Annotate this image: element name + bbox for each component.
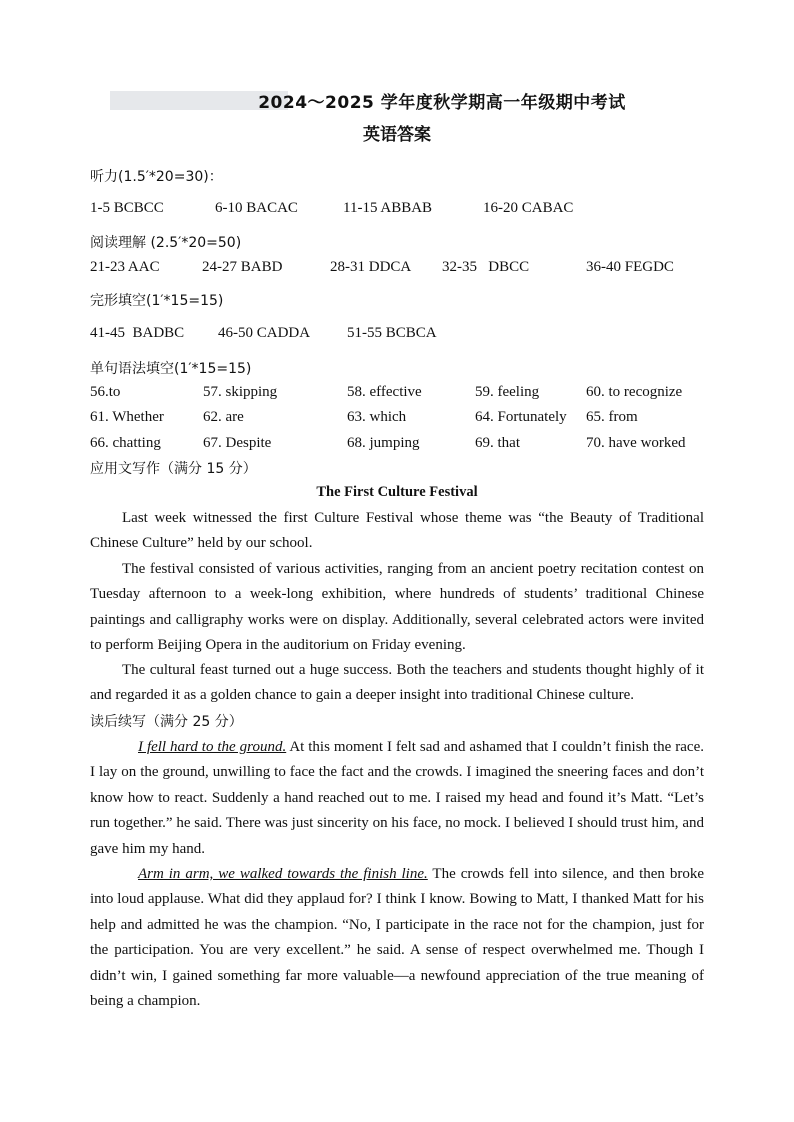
page-subtitle: 英语答案 xyxy=(363,125,431,145)
grammar-answer: 59. feeling xyxy=(475,384,540,400)
grammar-answer: 58. effective xyxy=(347,384,422,400)
reading-answers-28-31: 28-31 DDCA xyxy=(330,259,412,275)
grammar-answer: 60. to recognize xyxy=(586,384,683,400)
grammar-answer: 67. Despite xyxy=(203,435,272,451)
grammar-answer: 64. Fortunately xyxy=(475,409,567,425)
listening-answers-11-15: 11-15 ABBAB xyxy=(343,200,433,216)
continuation-paragraph: Arm in arm, we walked towards the finish line. The crowds fell into silence, and then broke into loud applause. What did they applaud for? I think I know. Bowing to Matt, I thanked Matt for his help and admitted he was the champion. “No, I participate in the race not for the champion, just for the participation. You are very excellent.” he said. A sense of respect overwhelmed me. Though I didn’t win, I gained something far more valuable—a newfound appreciation of the true meaning of being a champion. xyxy=(90,866,704,1010)
grammar-answer: 61. Whether xyxy=(90,409,164,425)
grammar-section-label: 单句语法填空(1′*15=15) xyxy=(90,361,252,377)
grammar-answer: 66. chatting xyxy=(90,435,161,451)
cloze-answers-41-45: 41-45 BADBC xyxy=(90,325,185,341)
essay-paragraph: The festival consisted of various activities, ranging from an ancient poetry recitation contest on Tuesday afternoon to a week-long exhibition, where hundreds of students’ traditional Chinese paintings and calligraphy works were on display. Additionally, several celebrated actors were invited to perform Beijing Opera in the auditorium on Friday evening. xyxy=(90,561,704,654)
cloze-answers-46-50: 46-50 CADDA xyxy=(218,325,311,341)
cloze-section-label: 完形填空(1′*15=15) xyxy=(90,293,224,309)
reading-answers-36-40: 36-40 FEGDC xyxy=(586,259,674,275)
continuation-paragraph: I fell hard to the ground. At this moment I felt sad and ashamed that I couldn’t finish the race. I lay on the ground, unwilling to face the fact and the crowds. I imagined the sneering faces and don’t know how to react. Suddenly a hand reached out to me. I raised my head and found it’s Matt. “Let’s run together.” he said. There was just sincerity on his face, no mock. I believed I should trust him, and gave him my hand. xyxy=(90,739,704,857)
page-title: 2024～2025 学年度秋学期高一年级期中考试 xyxy=(258,93,626,113)
grammar-answer: 62. are xyxy=(203,409,244,425)
essay-paragraph: Last week witnessed the first Culture Festival whose theme was “the Beauty of Traditional Chinese Culture” held by our school. xyxy=(90,510,704,552)
practical-writing-label: 应用文写作（满分 15 分） xyxy=(90,461,257,477)
paragraph-starter: I fell hard to the ground. xyxy=(138,739,287,755)
reading-answers-24-27: 24-27 BABD xyxy=(202,259,283,275)
listening-answers-6-10: 6-10 BACAC xyxy=(215,200,298,216)
grammar-row xyxy=(90,435,710,455)
grammar-answer: 57. skipping xyxy=(203,384,278,400)
grammar-answer: 68. jumping xyxy=(347,435,420,451)
reading-answers-21-23: 21-23 AAC xyxy=(90,259,160,275)
grammar-answer: 56.to xyxy=(90,384,121,400)
grammar-answer: 69. that xyxy=(475,435,520,451)
reading-answers-32-35: 32-35 DBCC xyxy=(442,259,530,275)
grammar-answer: 63. which xyxy=(347,409,407,425)
grammar-answer: 70. have worked xyxy=(586,435,686,451)
reading-section-label: 阅读理解 (2.5′*20=50) xyxy=(90,235,242,251)
cloze-answers-51-55: 51-55 BCBCA xyxy=(347,325,437,341)
grammar-row xyxy=(90,384,710,404)
listening-section-label: 听力(1.5′*20=30)： xyxy=(90,169,223,185)
essay-title: The First Culture Festival xyxy=(316,484,478,500)
paragraph-starter: Arm in arm, we walked towards the finish line. xyxy=(138,866,428,882)
continuation-writing-label: 读后续写（满分 25 分） xyxy=(90,714,243,730)
essay-paragraph: The cultural feast turned out a huge success. Both the teachers and students thought highly of it and regarded it as a golden chance to gain a deeper insight into traditional Chinese culture. xyxy=(90,662,704,704)
grammar-row xyxy=(90,409,710,429)
grammar-answer: 65. from xyxy=(586,409,638,425)
listening-answers-1-5: 1-5 BCBCC xyxy=(90,200,164,216)
listening-answers-16-20: 16-20 CABAC xyxy=(483,200,574,216)
